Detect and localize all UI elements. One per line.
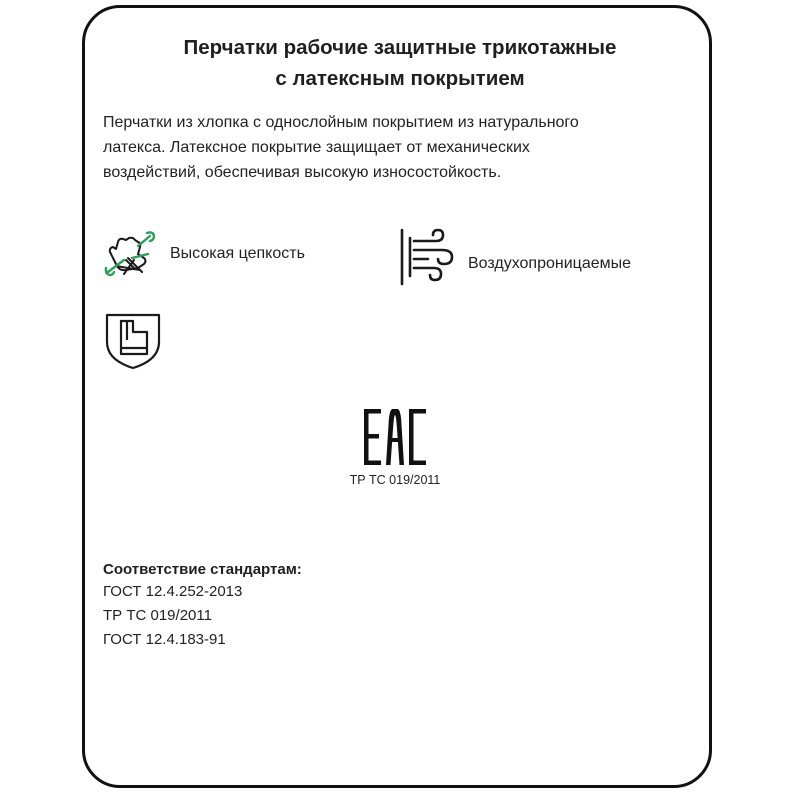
description-line-3: воздействий, обеспечивая высокую износостойкость. [103, 164, 502, 181]
protective-glove-shield-icon [105, 312, 161, 375]
feature-high-grip [104, 230, 305, 283]
standards-heading: Соответствие стандартам: [103, 561, 302, 578]
feature-label-grip: Высокая цепкость [170, 244, 305, 262]
standard-item: ГОСТ 12.4.252-2013 [103, 583, 243, 600]
title-line-1: Перчатки рабочие защитные трикотажные [183, 36, 617, 59]
glove-wrench-icon [104, 230, 160, 283]
title-line-2: с латексным покрытием [275, 67, 525, 90]
eac-mark [364, 409, 426, 470]
eac-regulation-code: ТР ТС 019/2011 [349, 473, 441, 487]
standard-item: ТР ТС 019/2011 [103, 607, 212, 624]
description-line-2: латекса. Латексное покрытие защищает от механических [103, 139, 530, 156]
standard-item: ГОСТ 12.4.183-91 [103, 631, 226, 648]
standards-section [103, 560, 302, 652]
product-title [100, 32, 700, 94]
feature-breathable [398, 228, 631, 291]
wind-icon [398, 228, 456, 291]
product-description [103, 110, 703, 185]
description-line-1: Перчатки из хлопка с однослойным покрытием из натурального [103, 114, 579, 131]
feature-label-breathable: Воздухопроницаемые [468, 254, 632, 272]
